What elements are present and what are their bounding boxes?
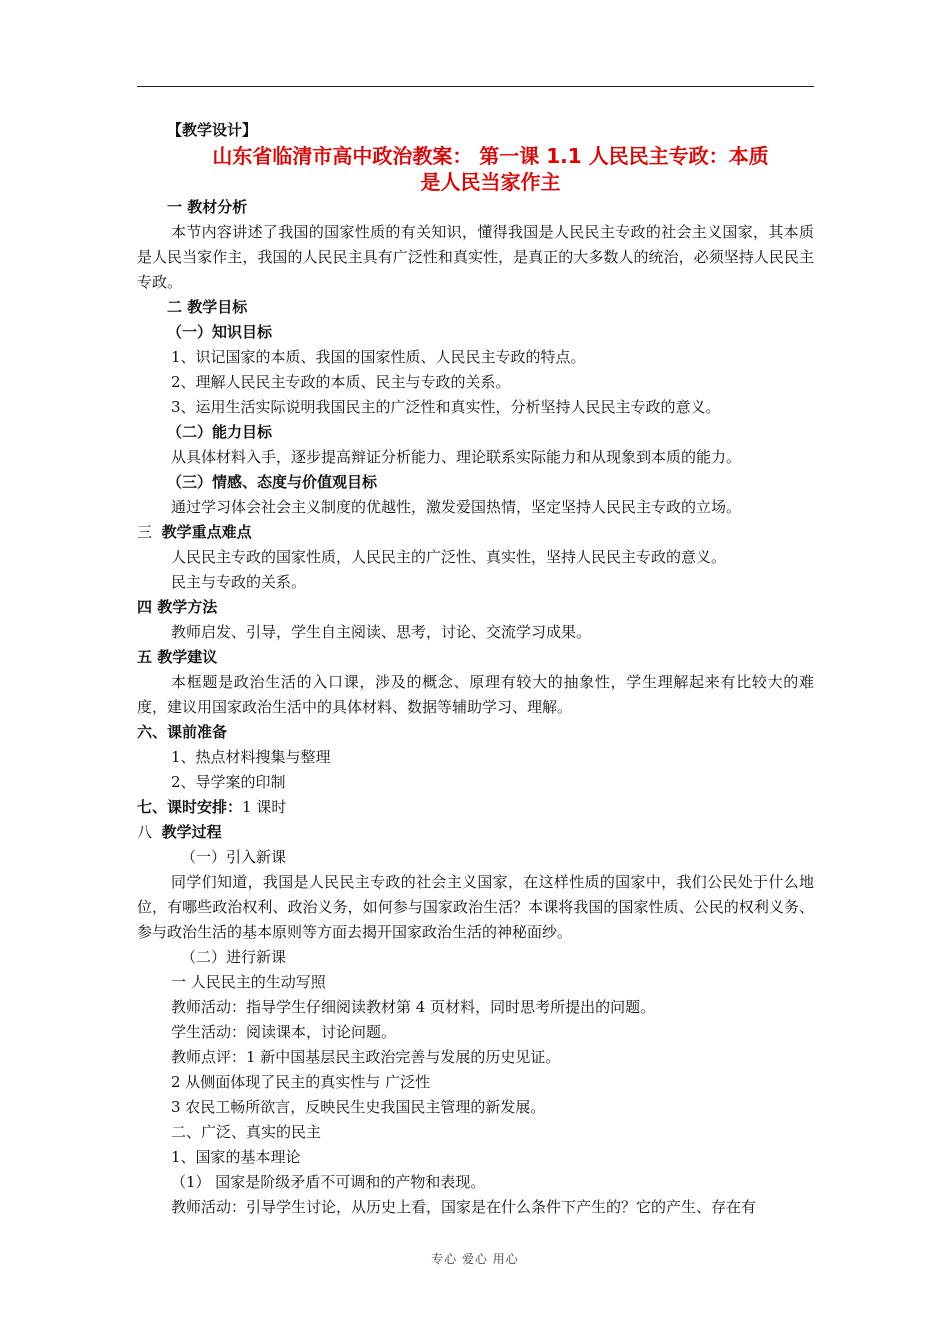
preparation-item-1: 1、热点材料搜集与整理 — [171, 748, 331, 766]
document-title — [137, 143, 814, 195]
section-label: 【教学设计】 — [167, 121, 258, 139]
class-hours-value: 1 课时 — [242, 798, 287, 816]
title-line-2: 是人民当家作主 — [420, 170, 561, 194]
ability-goal-text: 从具体材料入手，逐步提高辩证分析能力、理论联系实际能力和从现象到本质的能力。 — [171, 448, 742, 466]
heading-key-points-number: 三 — [137, 523, 153, 541]
materials-analysis-text: 本节内容讲述了我国的国家性质的有关知识，懂得我国是人民民主专政的社会主义国家，其本质是人民当家作主，我国的人民民主具有广泛性和真实性，是真正的大多数人的统治，必须坚持人民民主专政。 — [137, 223, 814, 291]
process-line-6: 3 农民工畅所欲言，反映民生史我国民主管理的新发展。 — [171, 1098, 546, 1116]
subheading-knowledge-goals: （一）知识目标 — [167, 323, 273, 341]
knowledge-goal-1: 1、识记国家的本质、我国的国家性质、人民民主专政的特点。 — [171, 348, 586, 366]
process-line-9: （1） 国家是阶级矛盾不可调和的产物和表现。 — [171, 1173, 486, 1191]
process-line-7: 二、广泛、真实的民主 — [171, 1123, 322, 1141]
teaching-suggestions-text: 本框题是政治生活的入口课，涉及的概念、原理有较大的抽象性，学生理解起来有比较大的难度，建议用国家政治生活中的具体材料、数据等辅助学习、理解。 — [137, 673, 814, 716]
key-points-text-2: 民主与专政的关系。 — [171, 573, 307, 591]
heading-key-points — [137, 520, 814, 545]
preparation-item-2: 2、导学案的印制 — [171, 773, 286, 791]
heading-teaching-process-label: 教学过程 — [161, 823, 222, 841]
process-line-10: 教师活动：引导学生讨论，从历史上看，国家是在什么条件下产生的？它的产生、存在有 — [171, 1198, 757, 1216]
heading-teaching-process — [137, 820, 814, 845]
emotion-goal-text: 通过学习体会社会主义制度的优越性，激发爱国热情，坚定坚持人民民主专政的立场。 — [171, 498, 742, 516]
heading-teaching-methods: 四 教学方法 — [137, 598, 218, 616]
process-line-8: 1、国家的基本理论 — [171, 1148, 301, 1166]
class-hours-label: 七、课时安排： — [137, 798, 243, 816]
title-line-1: 山东省临清市高中政治教案： 第一课 1.1 人民民主专政：本质 — [212, 144, 769, 168]
heading-teaching-process-number: 八 — [137, 823, 153, 841]
subheading-ability-goals: （二）能力目标 — [167, 423, 273, 441]
heading-preparation: 六、课前准备 — [137, 723, 228, 741]
process-line-1: 一 人民民主的生动写照 — [171, 973, 326, 991]
process-line-4: 教师点评：1 新中国基层民主政治完善与发展的历史见证。 — [171, 1048, 561, 1066]
process-line-2: 教师活动：指导学生仔细阅读教材第 4 页材料，同时思考所提出的问题。 — [171, 998, 656, 1016]
heading-key-points-label: 教学重点难点 — [161, 523, 252, 541]
key-points-text-1: 人民民主专政的国家性质，人民民主的广泛性、真实性，坚持人民民主专政的意义。 — [171, 548, 727, 566]
process-line-5: 2 从侧面体现了民主的真实性与 广泛性 — [171, 1073, 431, 1091]
subheading-emotion-goals: （三）情感、态度与价值观目标 — [167, 473, 378, 491]
knowledge-goal-2: 2、理解人民民主专政的本质、民主与专政的关系。 — [171, 373, 511, 391]
header-rule — [137, 86, 814, 87]
page-footer: 专心 爱心 用心 — [431, 1252, 519, 1266]
heading-materials-analysis: 一 教材分析 — [167, 198, 248, 216]
process-new-lesson-label: （二）进行新课 — [181, 948, 287, 966]
process-line-3: 学生活动：阅读课本，讨论问题。 — [171, 1023, 397, 1041]
heading-teaching-suggestions: 五 教学建议 — [137, 648, 218, 666]
process-intro-text: 同学们知道，我国是人民民主专政的社会主义国家，在这样性质的国家中，我们公民处于什么地位，有哪些政治权利、政治义务，如何参与国家政治生活？本课将我国的国家性质、公民的权利义务、参与政治生活的基本原则等方面去揭开国家政治生活的神秘面纱。 — [137, 873, 814, 941]
teaching-methods-text: 教师启发、引导，学生自主阅读、思考，讨论、交流学习成果。 — [171, 623, 592, 641]
knowledge-goal-3: 3、运用生活实际说明我国民主的广泛性和真实性，分析坚持人民民主专政的意义。 — [171, 398, 721, 416]
heading-teaching-goals: 二 教学目标 — [167, 298, 248, 316]
process-intro-label: （一）引入新课 — [181, 848, 287, 866]
document-body — [137, 118, 814, 1220]
class-hours — [137, 795, 814, 820]
